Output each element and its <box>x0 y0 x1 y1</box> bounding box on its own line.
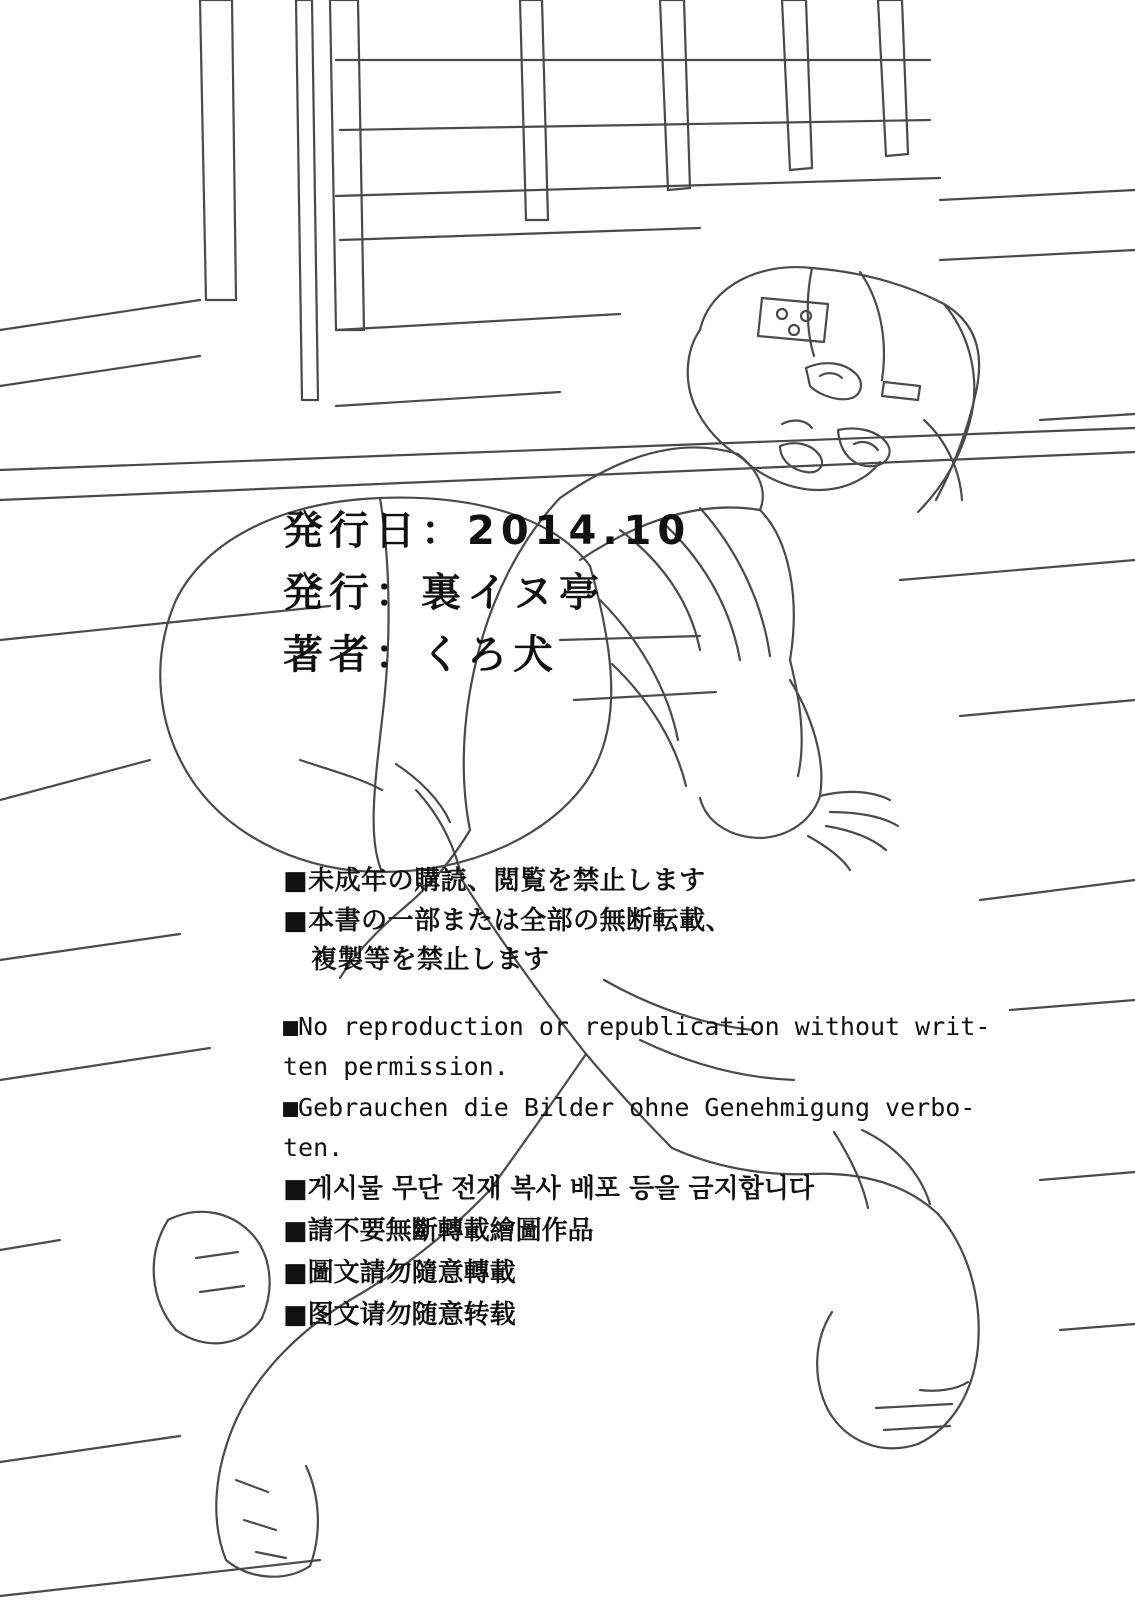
notice-chinese-trad-1: ■請不要無斷轉載繪圖作品 <box>283 1216 594 1247</box>
notice-english-2: ten permission. <box>283 1052 509 1082</box>
notice-english-1: ■No reproduction or republication without writ- <box>283 1011 991 1041</box>
publisher-line: 発行：裏イヌ亭 <box>283 570 605 616</box>
notice-spacer <box>283 981 1083 1007</box>
notice-japanese-2: ■本書の一部または全部の無断転載、 <box>283 905 733 936</box>
notice-german-1: ■Gebrauchen die Bilder ohne Genehmigung verbo- <box>283 1092 976 1122</box>
notices-block <box>283 862 1083 1336</box>
notice-japanese-3: 複製等を禁止します <box>311 945 550 976</box>
notice-german-2: ten. <box>283 1133 344 1163</box>
notice-japanese-1: ■未成年の購読、閲覧を禁止します <box>283 866 706 896</box>
colophon-block <box>283 500 1073 686</box>
notice-korean-1: ■게시물 무단 전재 복사 배포 등을 금지합니다 <box>283 1173 814 1204</box>
notice-chinese-simp-1: ■图文请勿随意转载 <box>283 1300 516 1331</box>
notice-chinese-trad-2: ■圖文請勿隨意轉載 <box>283 1258 516 1289</box>
publication-date-line: 発行日：2014.10 <box>283 508 692 554</box>
author-line: 著者：くろ犬 <box>283 632 559 678</box>
